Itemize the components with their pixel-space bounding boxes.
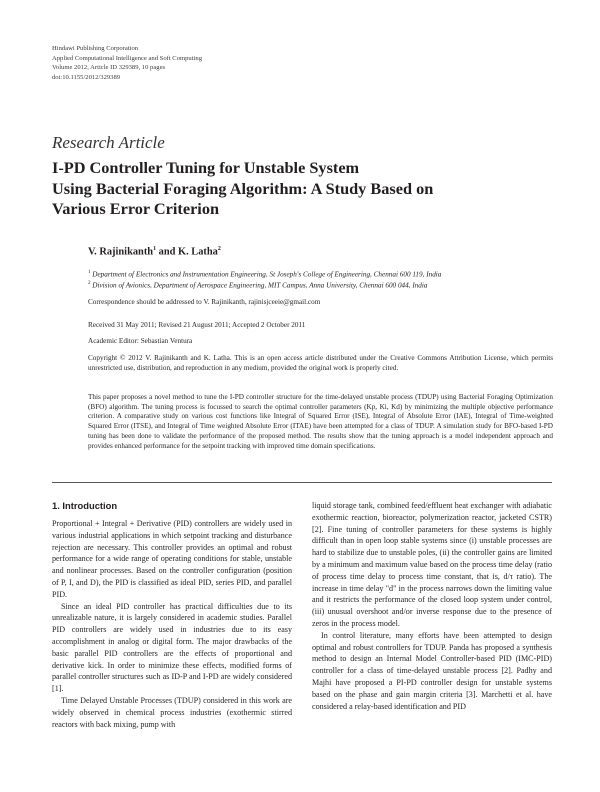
affiliation-text: Division of Avionics, Department of Aerospace Engineering, MIT Campus, Anna University, Chennai 600 044, India <box>92 281 428 290</box>
publisher-name: Hindawi Publishing Corporation <box>52 45 139 52</box>
correspondence: Correspondence should be addressed to V. Rajinikanth, rajinisjceeie@gmail.com <box>88 298 321 306</box>
title-line: Using Bacterial Foraging Algorithm: A Study Based on <box>52 178 434 198</box>
affiliation-item <box>88 279 553 290</box>
body-column-right <box>312 500 552 712</box>
body-paragraph: In control literature, many efforts have been attempted to design optimal and robust controllers for TDUP. Panda has proposed a synthesis method to design an Internal Model Controller-based PID (IMC-PID) controller for a class of time-delayed unstable process [2]. Padhy and Majhi have proposed a PI-PD controller design for unstable systems based on the phase and gain margin criteria [3]. Marchetti et al. have considered a relay-based identification and PID <box>312 630 552 711</box>
abstract: This paper proposes a novel method to tune the I-PD controller structure for the time-delayed unstable process (TDUP) using Bacterial Foraging Optimization (BFO) algorithm. The tuning process is focussed to search the optimal controller parameters (Kp, Ki, Kd) by minimizing the multiple objective performance criterion. A comparative study on various cost functions like Integral of Squared Error (ISE), Integral of Absolute Error (IAE), Integral of Time-weighted Squared Error (ITSE), and Integral of Time weighted Absolute Error (ITAE) have been attempted for a class of TDUP. A simulation study for BFO-based I-PD tuning has been done to validate the performance of the proposed method. The results show that the tuning approach is a model independent approach and provides enhanced performance for the setpoint tracking with improved time domain specifications. <box>88 393 553 450</box>
affiliations <box>88 268 553 291</box>
journal-masthead <box>52 44 202 82</box>
author-joiner: and <box>156 246 179 258</box>
body-paragraph: Since an ideal PID controller has practical difficulties due to its unrealizable nature, it is largely considered in academic studies. Parallel PID controllers are widely used in industries due to its easy accomplishment in analog or digital form. The major drawbacks of the basic parallel PID controllers are the effects of proportional and derivative kick. In order to minimize these effects, modified forms of parallel controller structures such as ID-P and I-PD are widely considered [1]. <box>52 601 292 694</box>
affiliation-mark: 2 <box>88 281 91 287</box>
paper-title <box>52 158 552 220</box>
section-divider <box>52 482 552 483</box>
affiliation-text: Department of Electronics and Instrumentation Engineering, St Joseph's College of Engineering, Chennai 600 119, India <box>92 270 442 279</box>
body-paragraph: Time Delayed Unstable Processes (TDUP) considered in this work are widely observed in chemical process industries (exothermic stirred reactors with back mixing, pump with <box>52 695 292 729</box>
body-paragraph: Proportional + Integral + Derivative (PID) controllers are widely used in various industrial applications in which setpoint tracking and disturbance rejection are necessary. This controller provides an optimal and robust performance for a wide range of operating conditions for stable, unstable and nonlinear processes. Based on the controller configuration (position of P, I, and D), the PID is classified as ideal PID, series PID, and parallel PID. <box>52 519 292 599</box>
academic-editor: Academic Editor: Sebastian Ventura <box>88 337 193 345</box>
section-heading: 1. Introduction <box>52 500 118 511</box>
author-list <box>88 246 221 257</box>
affiliation-mark: 1 <box>88 270 91 275</box>
journal-name: Applied Computational Intelligence and Soft Computing <box>52 54 202 62</box>
affiliation-item <box>88 268 553 279</box>
author-name[interactable]: V. Rajinikanth <box>88 246 154 258</box>
body-paragraph: liquid storage tank, combined feed/effluent heat exchanger with adiabatic exothermic reaction, bioreactor, polymerization reactor, jacketed CSTR) [2]. Fine tuning of controller parameters for these systems is highly difficult than in open loop stable systems since (i) unstable processes are hard to stabilize due to unstable poles, (ii) the controller gains are limited by a minimum and maximum value based on the process time delay (ratio of process time delay to process time constant, that is, d/τ ratio). The increase in time delay "d" in the process narrows down the limiting value and it restricts the performance of the closed loop system under control, (iii) unusual overshoot and/or inverse response due to the presence of zeros in the process model. <box>312 501 552 628</box>
volume-info: Volume 2012, Article ID 329389, 10 pages <box>52 64 166 72</box>
publication-dates: Received 31 May 2011; Revised 21 August 2011; Accepted 2 October 2011 <box>88 321 306 329</box>
title-line: Various Error Criterion <box>52 199 220 218</box>
title-line: I-PD Controller Tuning for Unstable System <box>52 158 360 177</box>
article-type: Research Article <box>52 133 165 152</box>
author-affiliation-mark: 2 <box>217 246 221 252</box>
body-column-left <box>52 500 292 730</box>
author-affiliation-mark: 1 <box>153 246 157 252</box>
author-name[interactable]: K. Latha <box>178 246 218 258</box>
copyright-notice: Copyright © 2012 V. Rajinikanth and K. Latha. This is an open access article distributed under the Creative Commons Attribution License, which permits unrestricted use, distribution, and reproduction in any medium, provided the original work is properly cited. <box>88 354 553 372</box>
doi[interactable]: doi:10.1155/2012/329389 <box>52 73 121 81</box>
